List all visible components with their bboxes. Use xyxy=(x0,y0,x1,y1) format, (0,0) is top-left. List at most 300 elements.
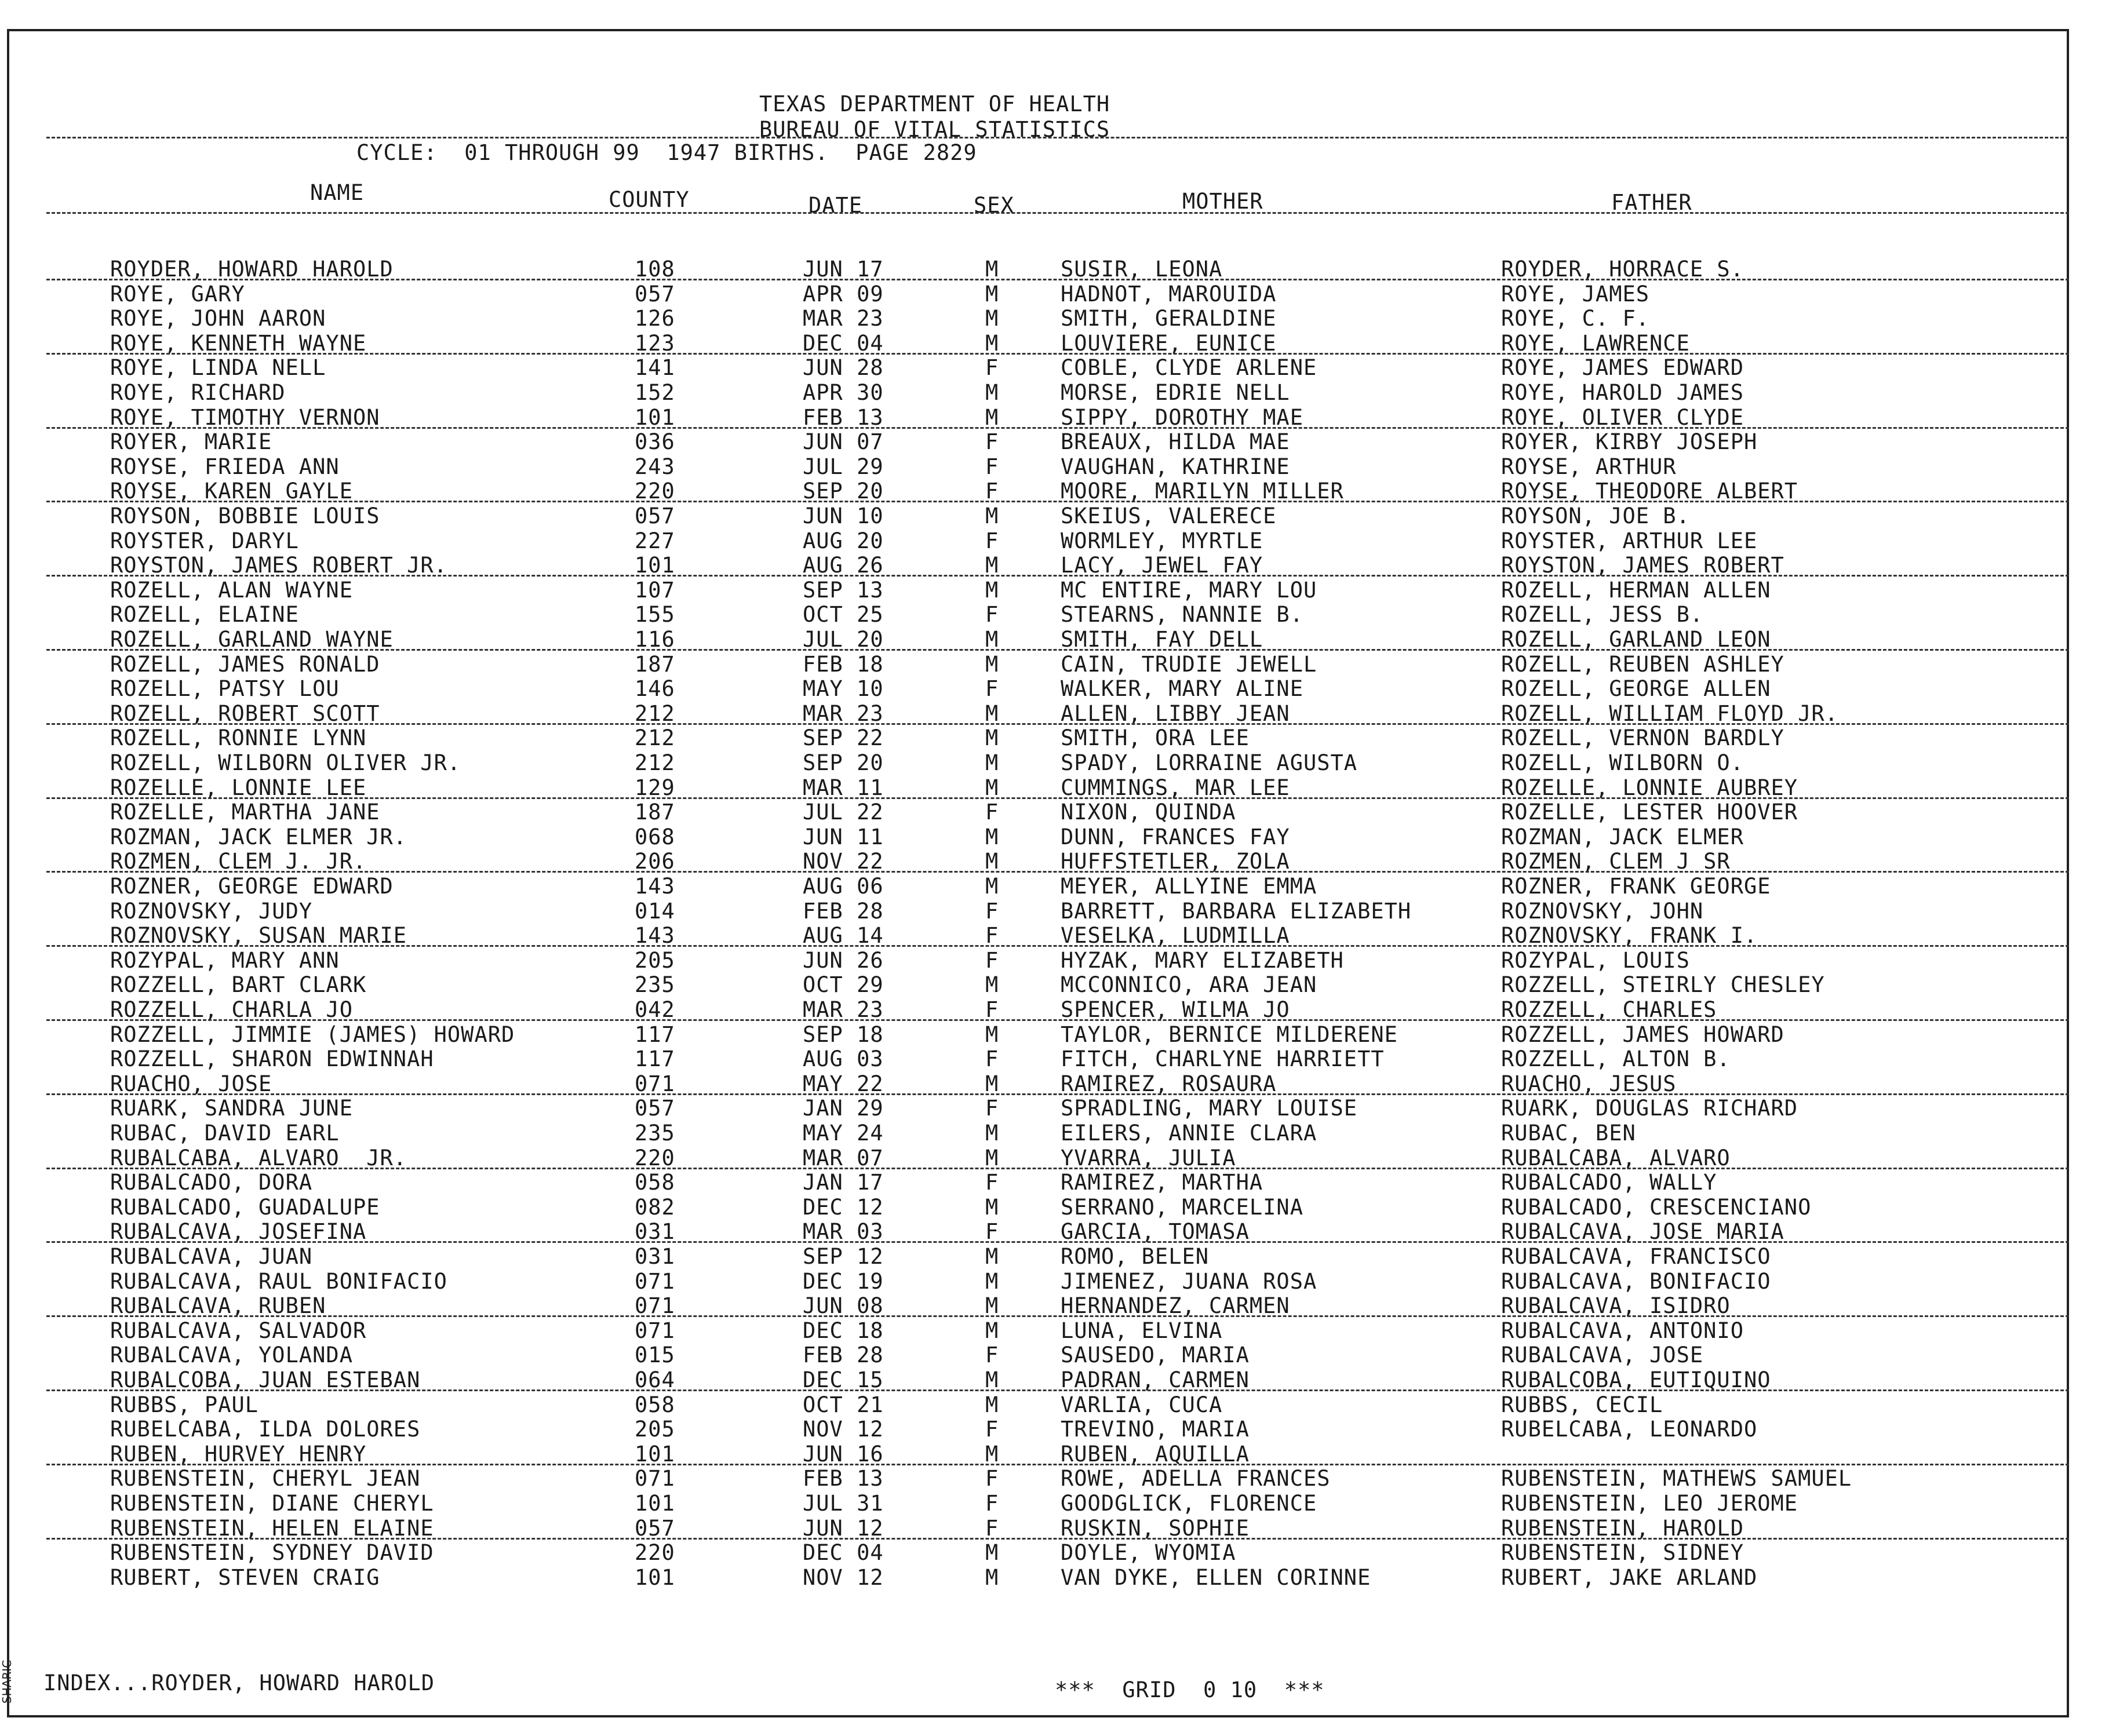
cell-name: RUBENSTEIN, HELEN ELAINE xyxy=(110,1516,434,1541)
cell-sex: F xyxy=(985,676,999,701)
cell-date: FEB 28 xyxy=(803,899,884,924)
cell-name: RUBALCAVA, SALVADOR xyxy=(110,1318,367,1343)
row-divider xyxy=(46,723,2069,725)
cell-sex: F xyxy=(985,1046,999,1071)
cell-mother: WORMLEY, MYRTLE xyxy=(1061,528,1263,553)
cell-date: MAR 23 xyxy=(803,701,884,726)
cell-date: SEP 22 xyxy=(803,725,884,750)
cell-name: ROZELLE, LONNIE LEE xyxy=(110,775,367,800)
cell-name: ROZELL, GARLAND WAYNE xyxy=(110,627,394,652)
cell-sex: M xyxy=(985,504,999,528)
cell-sex: M xyxy=(985,578,999,603)
cell-sex: M xyxy=(985,1121,999,1146)
cell-date: JUN 26 xyxy=(803,948,884,973)
cell-name: ROZNOVSKY, JUDY xyxy=(110,899,313,924)
cell-sex: M xyxy=(985,1071,999,1096)
cell-date: JUL 29 xyxy=(803,454,884,479)
cell-name: ROZZELL, SHARON EDWINNAH xyxy=(110,1046,434,1071)
cell-father: ROYSE, ARTHUR xyxy=(1501,454,1677,479)
cell-father: RUBENSTEIN, SIDNEY xyxy=(1501,1540,1744,1565)
cell-sex: F xyxy=(985,899,999,924)
column-header-name: NAME xyxy=(310,180,365,205)
cell-sex: F xyxy=(985,923,999,948)
cell-sex: M xyxy=(985,750,999,775)
cell-father: RUBALCAVA, ANTONIO xyxy=(1501,1318,1744,1343)
grid-footer: *** GRID 0 10 *** xyxy=(1055,1677,1325,1702)
cell-father: ROYE, LAWRENCE xyxy=(1501,331,1690,356)
cell-sex: F xyxy=(985,479,999,504)
cell-mother: LUNA, ELVINA xyxy=(1061,1318,1223,1343)
cell-date: JUL 20 xyxy=(803,627,884,652)
cell-mother: HADNOT, MAROUIDA xyxy=(1061,282,1277,307)
row-divider xyxy=(46,1168,2069,1169)
cell-name: ROZELL, PATSY LOU xyxy=(110,676,340,701)
cell-date: JUL 22 xyxy=(803,800,884,825)
cell-date: JUN 11 xyxy=(803,825,884,849)
cell-date: NOV 22 xyxy=(803,849,884,874)
cell-county: 058 xyxy=(635,1170,675,1195)
cell-county: 101 xyxy=(635,1442,675,1467)
cell-date: OCT 25 xyxy=(803,602,884,627)
header-line-1: TEXAS DEPARTMENT OF HEALTH xyxy=(759,92,1110,116)
cell-county: 212 xyxy=(635,701,675,726)
cell-mother: YVARRA, JULIA xyxy=(1061,1146,1236,1170)
cell-county: 143 xyxy=(635,874,675,899)
cell-name: RUBALCADO, DORA xyxy=(110,1170,313,1195)
cell-father: RUBALCOBA, EUTIQUINO xyxy=(1501,1367,1771,1392)
cell-father: ROZELL, GARLAND LEON xyxy=(1501,627,1771,652)
cell-county: 071 xyxy=(635,1318,675,1343)
row-divider xyxy=(46,501,2069,502)
cell-sex: F xyxy=(985,1466,999,1491)
cell-sex: F xyxy=(985,1417,999,1442)
cell-date: JUN 08 xyxy=(803,1293,884,1318)
cell-county: 220 xyxy=(635,1540,675,1565)
cell-father: ROYE, HAROLD JAMES xyxy=(1501,380,1744,405)
cell-date: JUN 28 xyxy=(803,355,884,380)
cell-sex: F xyxy=(985,454,999,479)
cell-date: OCT 21 xyxy=(803,1392,884,1417)
cell-sex: M xyxy=(985,849,999,874)
cell-father: ROZZELL, STEIRLY CHESLEY xyxy=(1501,972,1825,997)
cell-name: RUBBS, PAUL xyxy=(110,1392,259,1417)
cell-mother: LACY, JEWEL FAY xyxy=(1061,553,1263,578)
cell-county: 101 xyxy=(635,405,675,430)
cell-father: ROZELL, GEORGE ALLEN xyxy=(1501,676,1771,701)
cell-sex: M xyxy=(985,775,999,800)
cell-date: SEP 20 xyxy=(803,479,884,504)
cell-father: ROZELL, WILBORN O. xyxy=(1501,750,1744,775)
row-divider xyxy=(46,1315,2069,1317)
cell-county: 036 xyxy=(635,429,675,454)
cell-date: MAR 23 xyxy=(803,997,884,1022)
cell-sex: F xyxy=(985,997,999,1022)
cell-county: 071 xyxy=(635,1269,675,1294)
cell-name: ROZZELL, CHARLA JO xyxy=(110,997,353,1022)
cell-father: ROZYPAL, LOUIS xyxy=(1501,948,1690,973)
cell-mother: NIXON, QUINDA xyxy=(1061,800,1236,825)
cell-sex: M xyxy=(985,1392,999,1417)
cell-date: MAY 22 xyxy=(803,1071,884,1096)
cell-mother: SMITH, FAY DELL xyxy=(1061,627,1263,652)
cell-sex: M xyxy=(985,1565,999,1590)
cell-mother: CAIN, TRUDIE JEWELL xyxy=(1061,652,1317,677)
cell-father: ROZELL, REUBEN ASHLEY xyxy=(1501,652,1784,677)
cell-mother: JIMENEZ, JUANA ROSA xyxy=(1061,1269,1317,1294)
cell-county: 146 xyxy=(635,676,675,701)
cell-county: 227 xyxy=(635,528,675,553)
cell-mother: STEARNS, NANNIE B. xyxy=(1061,602,1303,627)
cell-county: 101 xyxy=(635,553,675,578)
cell-father: RUBBS, CECIL xyxy=(1501,1392,1663,1417)
cell-father: ROYSTON, JAMES ROBERT xyxy=(1501,553,1784,578)
cell-county: 068 xyxy=(635,825,675,849)
cell-name: ROZZELL, JIMMIE (JAMES) HOWARD xyxy=(110,1022,515,1047)
cell-sex: M xyxy=(985,1022,999,1047)
cell-sex: M xyxy=(985,1367,999,1392)
cell-county: 107 xyxy=(635,578,675,603)
cell-county: 117 xyxy=(635,1046,675,1071)
column-header-county: COUNTY xyxy=(609,187,690,212)
cell-date: FEB 13 xyxy=(803,405,884,430)
side-label: SHARIC xyxy=(0,1660,14,1704)
row-divider xyxy=(46,1019,2069,1021)
cell-county: 101 xyxy=(635,1565,675,1590)
cell-name: RUBALCAVA, JUAN xyxy=(110,1244,313,1269)
cell-county: 126 xyxy=(635,306,675,331)
cell-date: FEB 28 xyxy=(803,1343,884,1367)
cell-county: 108 xyxy=(635,257,675,282)
cell-sex: M xyxy=(985,701,999,726)
cell-county: 031 xyxy=(635,1219,675,1244)
cell-sex: F xyxy=(985,429,999,454)
cell-county: 235 xyxy=(635,1121,675,1146)
cell-mother: BREAUX, HILDA MAE xyxy=(1061,429,1290,454)
cell-county: 057 xyxy=(635,1516,675,1541)
cell-mother: SPADY, LORRAINE AGUSTA xyxy=(1061,750,1358,775)
row-divider xyxy=(46,1538,2069,1540)
cell-mother: TAYLOR, BERNICE MILDERENE xyxy=(1061,1022,1398,1047)
cell-name: ROZELL, ELAINE xyxy=(110,602,299,627)
cell-name: ROZMEN, CLEM J. JR. xyxy=(110,849,367,874)
cell-sex: F xyxy=(985,948,999,973)
cell-mother: MEYER, ALLYINE EMMA xyxy=(1061,874,1317,899)
cell-mother: RUBEN, AQUILLA xyxy=(1061,1442,1250,1467)
row-divider xyxy=(46,1093,2069,1095)
cell-father: RUACHO, JESUS xyxy=(1501,1071,1677,1096)
cell-name: ROYDER, HOWARD HAROLD xyxy=(110,257,394,282)
cell-mother: SUSIR, LEONA xyxy=(1061,257,1223,282)
cell-father: RUARK, DOUGLAS RICHARD xyxy=(1501,1096,1798,1121)
cell-date: JUN 17 xyxy=(803,257,884,282)
cell-name: RUBALCAVA, RUBEN xyxy=(110,1293,326,1318)
cell-mother: VAUGHAN, KATHRINE xyxy=(1061,454,1290,479)
cell-name: ROYSE, KAREN GAYLE xyxy=(110,479,353,504)
row-divider xyxy=(46,427,2069,429)
cell-county: 082 xyxy=(635,1195,675,1220)
cell-county: 057 xyxy=(635,1096,675,1121)
cell-father: RUBALCABA, ALVARO xyxy=(1501,1146,1731,1170)
cell-father: RUBENSTEIN, HAROLD xyxy=(1501,1516,1744,1541)
cell-county: 058 xyxy=(635,1392,675,1417)
cell-sex: F xyxy=(985,1516,999,1541)
cell-mother: MCCONNICO, ARA JEAN xyxy=(1061,972,1317,997)
row-divider xyxy=(46,575,2069,577)
cell-sex: F xyxy=(985,1096,999,1121)
cell-mother: TREVINO, MARIA xyxy=(1061,1417,1250,1442)
cell-mother: HYZAK, MARY ELIZABETH xyxy=(1061,948,1344,973)
cell-father: ROYE, JAMES xyxy=(1501,282,1650,307)
cell-father: ROYE, JAMES EDWARD xyxy=(1501,355,1744,380)
cell-father: ROYDER, HORRACE S. xyxy=(1501,257,1744,282)
cell-mother: RAMIREZ, ROSAURA xyxy=(1061,1071,1277,1096)
cell-mother: VESELKA, LUDMILLA xyxy=(1061,923,1290,948)
cell-mother: RUSKIN, SOPHIE xyxy=(1061,1516,1250,1541)
cell-sex: M xyxy=(985,627,999,652)
cell-sex: F xyxy=(985,1219,999,1244)
cell-name: RUBALCAVA, JOSEFINA xyxy=(110,1219,367,1244)
cell-mother: PADRAN, CARMEN xyxy=(1061,1367,1250,1392)
cell-sex: M xyxy=(985,1195,999,1220)
cell-date: NOV 12 xyxy=(803,1565,884,1590)
cell-date: DEC 19 xyxy=(803,1269,884,1294)
cell-county: 057 xyxy=(635,282,675,307)
cell-date: JAN 29 xyxy=(803,1096,884,1121)
cell-date: AUG 03 xyxy=(803,1046,884,1071)
cell-date: SEP 18 xyxy=(803,1022,884,1047)
cell-sex: M xyxy=(985,306,999,331)
cell-date: MAY 24 xyxy=(803,1121,884,1146)
cell-sex: F xyxy=(985,1491,999,1516)
cell-date: DEC 18 xyxy=(803,1318,884,1343)
cell-county: 141 xyxy=(635,355,675,380)
cell-county: 014 xyxy=(635,899,675,924)
row-divider xyxy=(46,279,2069,280)
cell-county: 187 xyxy=(635,652,675,677)
cell-father: ROZZELL, JAMES HOWARD xyxy=(1501,1022,1784,1047)
cell-name: ROYSTON, JAMES ROBERT JR. xyxy=(110,553,447,578)
cell-sex: F xyxy=(985,528,999,553)
cell-father: ROZMEN, CLEM J SR xyxy=(1501,849,1731,874)
cell-sex: M xyxy=(985,725,999,750)
cell-name: ROYE, GARY xyxy=(110,282,245,307)
cell-father: RUBALCADO, WALLY xyxy=(1501,1170,1717,1195)
cell-county: 205 xyxy=(635,948,675,973)
cell-sex: M xyxy=(985,257,999,282)
cell-mother: SPENCER, WILMA JO xyxy=(1061,997,1290,1022)
cell-date: AUG 26 xyxy=(803,553,884,578)
cell-date: APR 09 xyxy=(803,282,884,307)
cell-father: RUBELCABA, LEONARDO xyxy=(1501,1417,1758,1442)
cell-sex: M xyxy=(985,1293,999,1318)
cell-sex: F xyxy=(985,1343,999,1367)
cell-name: ROZELL, RONNIE LYNN xyxy=(110,725,367,750)
cell-name: ROYE, RICHARD xyxy=(110,380,286,405)
cell-father: ROZMAN, JACK ELMER xyxy=(1501,825,1744,849)
cell-father: ROZZELL, CHARLES xyxy=(1501,997,1717,1022)
cell-name: RUBENSTEIN, CHERYL JEAN xyxy=(110,1466,421,1491)
cell-sex: F xyxy=(985,602,999,627)
cell-date: DEC 04 xyxy=(803,1540,884,1565)
cell-name: ROZELLE, MARTHA JANE xyxy=(110,800,380,825)
cell-father: RUBALCAVA, JOSE xyxy=(1501,1343,1704,1367)
row-divider xyxy=(46,649,2069,651)
cell-sex: M xyxy=(985,405,999,430)
cell-date: OCT 29 xyxy=(803,972,884,997)
cell-mother: SERRANO, MARCELINA xyxy=(1061,1195,1303,1220)
cell-county: 235 xyxy=(635,972,675,997)
cell-date: JUN 12 xyxy=(803,1516,884,1541)
cell-name: ROZELL, ALAN WAYNE xyxy=(110,578,353,603)
cell-name: RUBALCAVA, YOLANDA xyxy=(110,1343,353,1367)
cell-father: ROZELLE, LONNIE AUBREY xyxy=(1501,775,1798,800)
cell-sex: M xyxy=(985,380,999,405)
cell-father: ROZELLE, LESTER HOOVER xyxy=(1501,800,1798,825)
cell-county: 220 xyxy=(635,479,675,504)
index-footer: INDEX...ROYDER, HOWARD HAROLD xyxy=(43,1671,435,1695)
cell-mother: SMITH, GERALDINE xyxy=(1061,306,1277,331)
cell-county: 220 xyxy=(635,1146,675,1170)
row-divider xyxy=(46,1241,2069,1243)
cell-father: ROYSTER, ARTHUR LEE xyxy=(1501,528,1758,553)
cell-county: 057 xyxy=(635,504,675,528)
cell-mother: HUFFSTETLER, ZOLA xyxy=(1061,849,1290,874)
row-divider xyxy=(46,797,2069,799)
cell-father: ROZNOVSKY, JOHN xyxy=(1501,899,1704,924)
cell-sex: M xyxy=(985,874,999,899)
cell-county: 101 xyxy=(635,1491,675,1516)
cell-name: RUBAC, DAVID EARL xyxy=(110,1121,340,1146)
header-divider-1 xyxy=(46,137,2069,138)
cell-mother: SMITH, ORA LEE xyxy=(1061,725,1250,750)
cell-father: ROZELL, WILLIAM FLOYD JR. xyxy=(1501,701,1838,726)
cycle-line: CYCLE: 01 THROUGH 99 1947 BIRTHS. PAGE 2829 xyxy=(356,140,977,165)
cell-mother: MC ENTIRE, MARY LOU xyxy=(1061,578,1317,603)
cell-father: ROYSE, THEODORE ALBERT xyxy=(1501,479,1798,504)
cell-name: ROZZELL, BART CLARK xyxy=(110,972,367,997)
cell-name: RUARK, SANDRA JUNE xyxy=(110,1096,353,1121)
cell-county: 187 xyxy=(635,800,675,825)
cell-county: 015 xyxy=(635,1343,675,1367)
cell-father: RUBALCAVA, FRANCISCO xyxy=(1501,1244,1771,1269)
cell-name: RUBALCADO, GUADALUPE xyxy=(110,1195,380,1220)
cell-father: RUBENSTEIN, MATHEWS SAMUEL xyxy=(1501,1466,1852,1491)
cell-county: 155 xyxy=(635,602,675,627)
cell-date: AUG 20 xyxy=(803,528,884,553)
cell-county: 205 xyxy=(635,1417,675,1442)
cell-father: ROYER, KIRBY JOSEPH xyxy=(1501,429,1758,454)
column-header-sex: SEX xyxy=(974,193,1014,218)
row-divider xyxy=(46,945,2069,947)
cell-county: 123 xyxy=(635,331,675,356)
cell-sex: M xyxy=(985,1318,999,1343)
cell-county: 064 xyxy=(635,1367,675,1392)
cell-name: RUACHO, JOSE xyxy=(110,1071,272,1096)
cell-name: ROYSE, FRIEDA ANN xyxy=(110,454,340,479)
cell-name: ROZELL, ROBERT SCOTT xyxy=(110,701,380,726)
cell-name: ROZNOVSKY, SUSAN MARIE xyxy=(110,923,407,948)
cell-date: MAR 03 xyxy=(803,1219,884,1244)
cell-mother: DOYLE, WYOMIA xyxy=(1061,1540,1236,1565)
cell-name: ROZMAN, JACK ELMER JR. xyxy=(110,825,407,849)
cell-date: FEB 18 xyxy=(803,652,884,677)
cell-name: RUBALCOBA, JUAN ESTEBAN xyxy=(110,1367,421,1392)
cell-father: ROYE, OLIVER CLYDE xyxy=(1501,405,1744,430)
cell-date: SEP 20 xyxy=(803,750,884,775)
cell-name: ROYE, KENNETH WAYNE xyxy=(110,331,367,356)
cell-county: 071 xyxy=(635,1466,675,1491)
cell-date: MAR 23 xyxy=(803,306,884,331)
cell-name: ROYER, MARIE xyxy=(110,429,272,454)
cell-date: APR 30 xyxy=(803,380,884,405)
cell-mother: SKEIUS, VALERECE xyxy=(1061,504,1277,528)
cell-date: DEC 04 xyxy=(803,331,884,356)
cell-sex: M xyxy=(985,972,999,997)
cell-county: 143 xyxy=(635,923,675,948)
cell-father: RUBALCADO, CRESCENCIANO xyxy=(1501,1195,1812,1220)
cell-county: 152 xyxy=(635,380,675,405)
cell-mother: VARLIA, CUCA xyxy=(1061,1392,1223,1417)
row-divider xyxy=(46,1464,2069,1465)
cell-name: ROYE, JOHN AARON xyxy=(110,306,326,331)
column-header-date: DATE xyxy=(808,193,863,218)
cell-name: ROYSON, BOBBIE LOUIS xyxy=(110,504,380,528)
cell-father: ROZNOVSKY, FRANK I. xyxy=(1501,923,1758,948)
cell-father: RUBALCAVA, JOSE MARIA xyxy=(1501,1219,1784,1244)
cell-county: 071 xyxy=(635,1293,675,1318)
row-divider xyxy=(46,1389,2069,1391)
cell-father: ROZZELL, ALTON B. xyxy=(1501,1046,1731,1071)
cell-name: RUBALCAVA, RAUL BONIFACIO xyxy=(110,1269,447,1294)
cell-sex: M xyxy=(985,1146,999,1170)
cell-date: JUN 16 xyxy=(803,1442,884,1467)
cell-sex: M xyxy=(985,1244,999,1269)
cell-mother: ROMO, BELEN xyxy=(1061,1244,1210,1269)
cell-date: DEC 15 xyxy=(803,1367,884,1392)
cell-mother: SPRADLING, MARY LOUISE xyxy=(1061,1096,1358,1121)
cell-name: RUBEN, HURVEY HENRY xyxy=(110,1442,367,1467)
row-divider xyxy=(46,871,2069,873)
cell-mother: EILERS, ANNIE CLARA xyxy=(1061,1121,1317,1146)
cell-mother: SIPPY, DOROTHY MAE xyxy=(1061,405,1303,430)
cell-mother: HERNANDEZ, CARMEN xyxy=(1061,1293,1290,1318)
cell-name: RUBENSTEIN, DIANE CHERYL xyxy=(110,1491,434,1516)
cell-county: 212 xyxy=(635,725,675,750)
cell-father: ROZELL, JESS B. xyxy=(1501,602,1704,627)
cell-sex: F xyxy=(985,355,999,380)
cell-name: ROZNER, GEORGE EDWARD xyxy=(110,874,394,899)
cell-name: RUBALCABA, ALVARO JR. xyxy=(110,1146,407,1170)
cell-father: RUBAC, BEN xyxy=(1501,1121,1636,1146)
cell-name: ROYSTER, DARYL xyxy=(110,528,299,553)
cell-county: 117 xyxy=(635,1022,675,1047)
cell-county: 031 xyxy=(635,1244,675,1269)
cell-mother: WALKER, MARY ALINE xyxy=(1061,676,1303,701)
cell-mother: MOORE, MARILYN MILLER xyxy=(1061,479,1344,504)
cell-sex: M xyxy=(985,553,999,578)
cell-date: MAR 07 xyxy=(803,1146,884,1170)
cell-father: RUBALCAVA, ISIDRO xyxy=(1501,1293,1731,1318)
cell-sex: M xyxy=(985,652,999,677)
cell-father: RUBERT, JAKE ARLAND xyxy=(1501,1565,1758,1590)
cell-sex: F xyxy=(985,1170,999,1195)
cell-date: AUG 06 xyxy=(803,874,884,899)
cell-father: RUBALCAVA, BONIFACIO xyxy=(1501,1269,1771,1294)
cell-father: ROZELL, VERNON BARDLY xyxy=(1501,725,1784,750)
cell-date: NOV 12 xyxy=(803,1417,884,1442)
cell-mother: BARRETT, BARBARA ELIZABETH xyxy=(1061,899,1412,924)
cell-sex: M xyxy=(985,1540,999,1565)
